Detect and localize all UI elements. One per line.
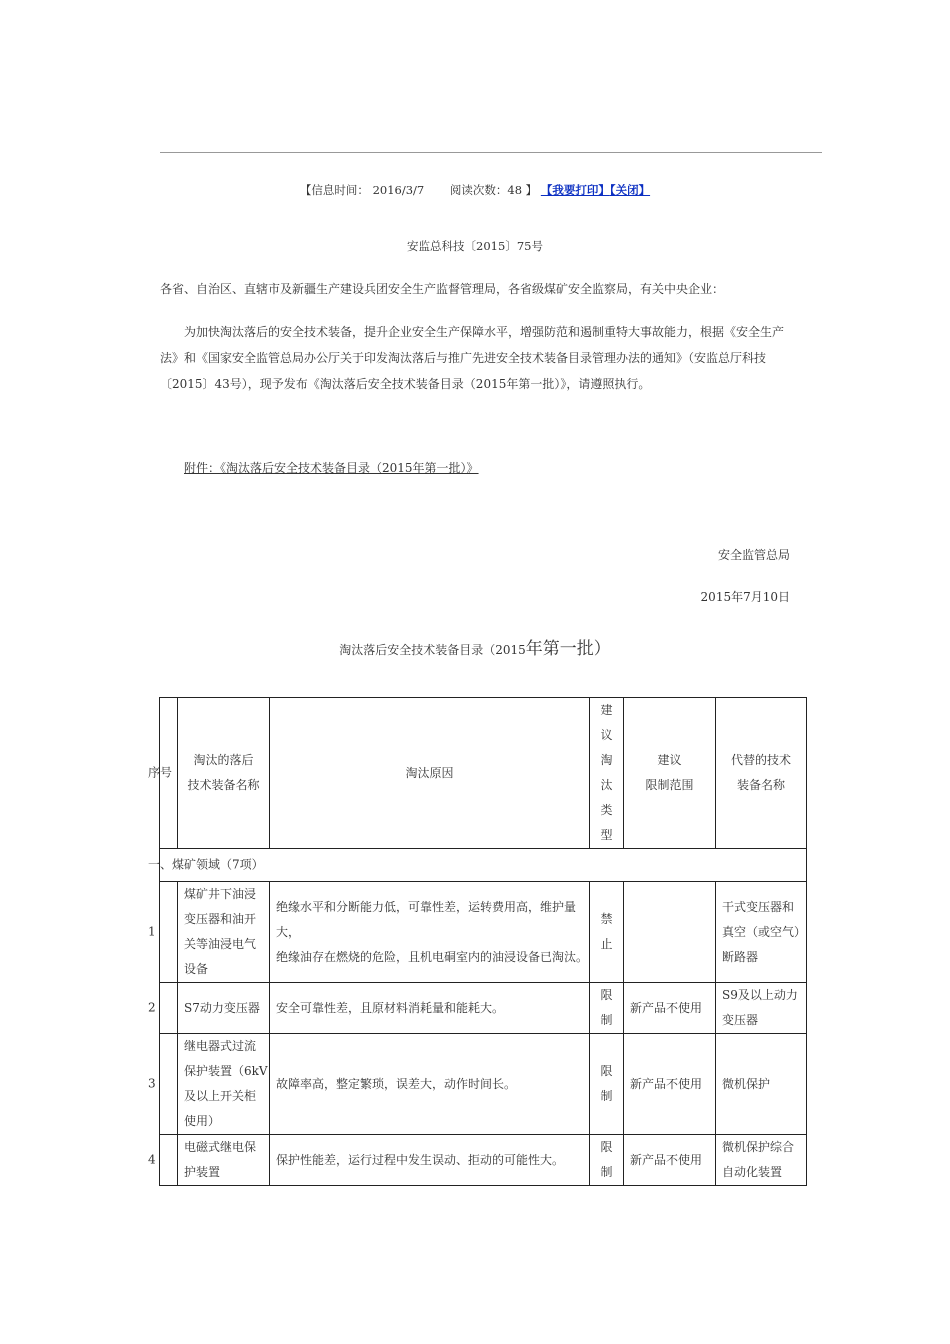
row-name-line: 保护装置（6kV [184,1064,268,1078]
section-row [160,849,807,882]
top-divider [160,152,822,153]
row-type-char: 制 [600,1165,613,1179]
header-replacement-line: 代替的技术 [731,753,792,767]
row-name-line: 变压器和油开 [184,912,257,926]
row-seq: 4 [160,1135,178,1186]
header-replacement [716,698,807,849]
table-row [160,983,807,1034]
row-replacement [716,1034,807,1135]
row-name-line: 煤矿井下油浸 [184,887,257,901]
row-reason-line: 安全可靠性差，且原材料消耗量和能耗大。 [276,1000,505,1015]
row-type [590,882,624,983]
row-type-char: 限 [600,1064,613,1078]
row-scope [624,882,716,983]
addressee: 各省、自治区、直辖市及新疆生产建设兵团安全生产监督管理局，各省级煤矿安全监察局，有关中央企业： [160,282,725,296]
header-seq: 序号 [160,698,178,849]
row-name-line: 继电器式过流 [184,1039,257,1053]
row-name [178,882,270,983]
row-reason [270,882,590,983]
row-replacement [716,983,807,1034]
row-replacement-line: 真空（或空气） [722,924,807,939]
header-type [590,698,624,849]
row-scope: 新产品不使用 [624,983,716,1034]
row-replacement-line: 微机保护 [722,1076,771,1091]
row-name-line: S7动力变压器 [184,1000,260,1015]
header-scope-line: 限制范围 [645,778,694,792]
row-replacement [716,882,807,983]
table-row [160,1034,807,1135]
row-type-char: 制 [600,1013,613,1027]
row-name [178,1135,270,1186]
row-seq: 1 [160,882,178,983]
row-name-line: 护装置 [184,1165,221,1179]
header-scope [624,698,716,849]
row-replacement-line: 干式变压器和 [722,899,795,914]
header-type-char: 淘 [600,753,613,767]
header-type-char: 型 [600,828,613,842]
row-replacement-line: 自动化装置 [722,1165,783,1179]
attachment-link[interactable]: 附件：《淘汰落后安全技术装备目录（2015年第一批）》 [184,461,479,475]
row-scope: 新产品不使用 [624,1034,716,1135]
row-type-char: 禁 [600,912,613,926]
row-name-line: 电磁式继电保 [184,1140,257,1154]
row-reason-line: 绝缘水平和分断能力低，可靠性差，运转费用高，维护量大， [276,899,577,939]
row-name-line: 及以上开关柜 [184,1089,257,1103]
row-reason [270,1034,590,1135]
row-name-line: 使用） [184,1114,221,1128]
row-scope: 新产品不使用 [624,1135,716,1186]
row-seq: 3 [160,1034,178,1135]
row-name-line: 设备 [184,962,209,976]
info-time-value: 2016/3/7 [372,183,425,197]
header-reason: 淘汰原因 [270,698,590,849]
info-read-count: 阅读次数：48 [449,183,523,197]
catalog-title-suffix: 年第一批） [525,639,611,659]
header-type-char: 建 [600,703,613,717]
header-name [178,698,270,849]
section-label: 一、煤矿领域（7项） [160,849,807,882]
table-header-row [160,698,807,849]
info-bracket-close: 】 [525,183,538,197]
header-scope-line: 建议 [657,753,682,767]
header-type-char: 类 [600,803,613,817]
row-replacement-line: 断路器 [722,949,759,964]
row-type-char: 止 [600,937,613,951]
header-name-line: 淘汰的落后 [193,753,254,767]
row-replacement-line: 变压器 [722,1013,759,1027]
catalog-table [148,697,807,1186]
row-type [590,983,624,1034]
close-link[interactable]: 【关闭】 [609,183,651,197]
row-replacement [716,1135,807,1186]
row-name [178,1034,270,1135]
body-paragraph: 为加快淘汰落后的安全技术装备，提升企业安全生产保障水平，增强防范和遏制重特大事故能力，根据《安全生产法》和《国家安全监管总局办公厅关于印发淘汰落后与推广先进安全技术装备目录管理办法的通知》（安监总厅科技〔2015〕43号），现予发布《淘汰落后安全技术装备目录（2015年第一批）》，请遵照执行。 [160,325,785,391]
row-reason-line: 绝缘油存在燃烧的危险，且机电硐室内的油浸设备已淘汰。 [276,949,589,964]
header-type-char: 议 [600,728,613,742]
table-row [160,882,807,983]
row-reason [270,1135,590,1186]
row-type-char: 限 [600,988,613,1002]
row-reason [270,983,590,1034]
row-name [178,983,270,1034]
header-replacement-line: 装备名称 [737,778,786,792]
row-seq: 2 [160,983,178,1034]
catalog-title [0,634,950,659]
header-type-char: 汰 [600,778,613,792]
signature-org: 安全监管总局 [717,548,790,562]
row-replacement-line: 微机保护综合 [722,1140,795,1154]
print-link[interactable]: 【我要打印】 [540,183,610,197]
row-type [590,1135,624,1186]
row-reason-line: 故障率高，整定繁琐，误差大，动作时间长。 [276,1076,517,1091]
row-replacement-line: S9及以上动力 [722,988,798,1002]
signature-date: 2015年7月10日 [700,590,790,604]
header-name-line: 技术装备名称 [187,778,260,792]
info-time-label: 【信息时间： [299,183,369,197]
row-reason-line: 保护性能差，运行过程中发生误动、拒动的可能性大。 [276,1152,565,1167]
catalog-title-prefix: 淘汰落后安全技术装备目录（2015 [339,643,526,657]
row-type-char: 限 [600,1140,613,1154]
row-name-line: 关等油浸电气 [184,937,257,951]
document-number: 安监总科技〔2015〕75号 [407,239,543,253]
row-type [590,1034,624,1135]
row-type-char: 制 [600,1089,613,1103]
table-row [160,1135,807,1186]
info-bar [0,182,950,198]
